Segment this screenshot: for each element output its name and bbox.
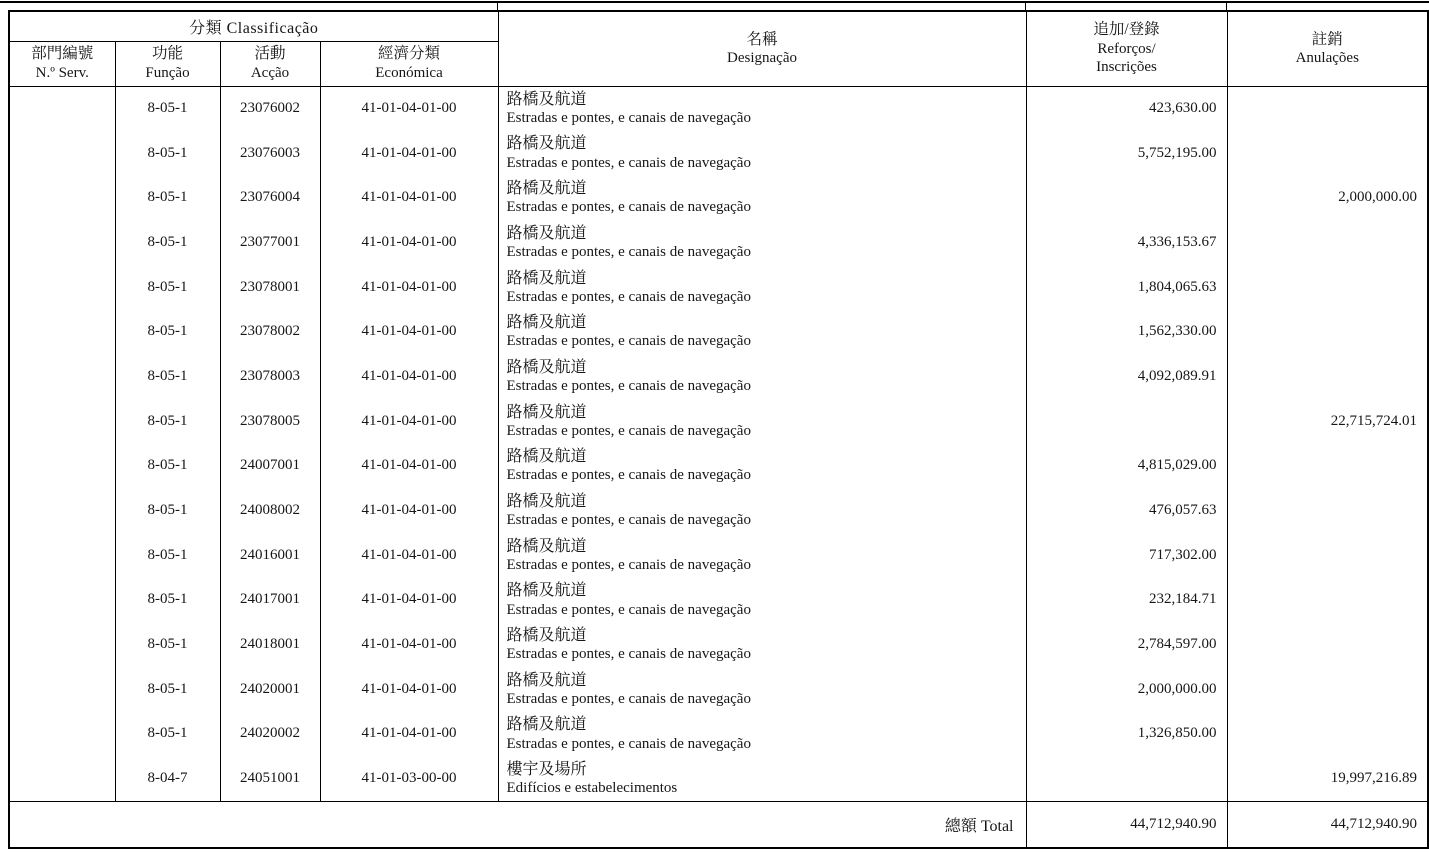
- table-row: [9, 622, 1428, 667]
- cell-function: 8-05-1: [115, 86, 220, 131]
- cell-reinforcement: 476,057.63: [1026, 488, 1227, 533]
- cell-designation: [498, 399, 1026, 444]
- cell-dept: [9, 399, 115, 444]
- cell-cancellation: 2,000,000.00: [1227, 175, 1428, 220]
- cell-designation: [498, 712, 1026, 757]
- header-economic: [320, 41, 498, 86]
- designation-zh: 路橋及航道: [506, 135, 587, 153]
- header-designation-zh: 名稱: [746, 30, 778, 48]
- cell-action: 24018001: [220, 622, 320, 667]
- table-row: [9, 399, 1428, 444]
- cell-dept: [9, 712, 115, 757]
- cell-action: 23078005: [220, 399, 320, 444]
- budget-table: [8, 10, 1429, 849]
- cell-action: 23076003: [220, 131, 320, 176]
- header-reinforcements-pt2: Inscrições: [1096, 59, 1157, 76]
- cell-function: 8-05-1: [115, 533, 220, 578]
- cell-function: 8-05-1: [115, 667, 220, 712]
- table-row: [9, 309, 1428, 354]
- cell-economic: 41-01-04-01-00: [320, 712, 498, 757]
- cell-economic: 41-01-04-01-00: [320, 309, 498, 354]
- header-reinforcements: [1026, 11, 1227, 86]
- cell-cancellation: [1227, 712, 1428, 757]
- cell-reinforcement: 5,752,195.00: [1026, 131, 1227, 176]
- total-cancellation: 44,712,940.90: [1227, 801, 1428, 848]
- cell-function: 8-05-1: [115, 622, 220, 667]
- header-group-row: [9, 11, 1428, 41]
- table-row: [9, 533, 1428, 578]
- cell-function: 8-04-7: [115, 756, 220, 801]
- cell-function: 8-05-1: [115, 131, 220, 176]
- cell-cancellation: [1227, 131, 1428, 176]
- cell-cancellation: [1227, 444, 1428, 489]
- designation-pt: Estradas e pontes, e canais de navegação: [506, 601, 751, 618]
- table-row: [9, 578, 1428, 623]
- header-cancellations-pt: Anulações: [1295, 50, 1359, 67]
- header-designation-pt: Designação: [727, 50, 797, 67]
- cell-cancellation: 22,715,724.01: [1227, 399, 1428, 444]
- cell-cancellation: [1227, 533, 1428, 578]
- table-header: [9, 11, 1428, 86]
- cell-dept: [9, 265, 115, 310]
- total-reinforcement: 44,712,940.90: [1026, 801, 1227, 848]
- cell-reinforcement: 717,302.00: [1026, 533, 1227, 578]
- cell-reinforcement: 2,000,000.00: [1026, 667, 1227, 712]
- cell-cancellation: [1227, 220, 1428, 265]
- cell-designation: [498, 622, 1026, 667]
- cell-designation: [498, 756, 1026, 801]
- cell-function: 8-05-1: [115, 444, 220, 489]
- designation-pt: Estradas e pontes, e canais de navegação: [506, 467, 751, 484]
- cell-reinforcement: [1026, 175, 1227, 220]
- cell-reinforcement: 232,184.71: [1026, 578, 1227, 623]
- cell-dept: [9, 175, 115, 220]
- cell-designation: [498, 444, 1026, 489]
- cell-dept: [9, 578, 115, 623]
- cell-economic: 41-01-04-01-00: [320, 131, 498, 176]
- header-reinforcements-zh: 追加/登錄: [1093, 21, 1160, 39]
- table-row: [9, 265, 1428, 310]
- cell-function: 8-05-1: [115, 309, 220, 354]
- header-action-zh: 活動: [254, 45, 286, 63]
- cell-action: 24020002: [220, 712, 320, 757]
- cell-economic: 41-01-04-01-00: [320, 175, 498, 220]
- table-body: [9, 86, 1428, 801]
- cell-economic: 41-01-04-01-00: [320, 354, 498, 399]
- table-row: [9, 444, 1428, 489]
- header-function-pt: Função: [145, 64, 190, 81]
- designation-zh: 路橋及航道: [506, 314, 587, 332]
- cell-dept: [9, 756, 115, 801]
- cell-action: 23078001: [220, 265, 320, 310]
- cell-cancellation: [1227, 309, 1428, 354]
- designation-zh: 路橋及航道: [506, 716, 587, 734]
- total-label: 總額 Total: [9, 801, 1026, 848]
- designation-pt: Estradas e pontes, e canais de navegação: [506, 288, 751, 305]
- cell-dept: [9, 488, 115, 533]
- designation-pt: Estradas e pontes, e canais de navegação: [506, 110, 751, 127]
- cell-action: 23076004: [220, 175, 320, 220]
- header-function: [115, 41, 220, 86]
- designation-pt: Estradas e pontes, e canais de navegação: [506, 333, 751, 350]
- cell-economic: 41-01-04-01-00: [320, 444, 498, 489]
- cell-reinforcement: 4,336,153.67: [1026, 220, 1227, 265]
- cell-action: 24008002: [220, 488, 320, 533]
- cell-economic: 41-01-04-01-00: [320, 488, 498, 533]
- designation-pt: Edifícios e estabelecimentos: [506, 780, 678, 796]
- designation-zh: 路橋及航道: [506, 537, 587, 555]
- designation-pt: Estradas e pontes, e canais de navegação: [506, 735, 751, 752]
- cell-action: 24020001: [220, 667, 320, 712]
- designation-pt: Estradas e pontes, e canais de navegação: [506, 378, 751, 395]
- cell-economic: 41-01-04-01-00: [320, 265, 498, 310]
- cell-designation: [498, 354, 1026, 399]
- designation-zh: 路橋及航道: [506, 492, 587, 510]
- cell-designation: [498, 578, 1026, 623]
- table-row: [9, 220, 1428, 265]
- table-row: [9, 712, 1428, 757]
- table-row: [9, 86, 1428, 131]
- cell-economic: 41-01-03-00-00: [320, 756, 498, 801]
- cell-economic: 41-01-04-01-00: [320, 399, 498, 444]
- header-dept-pt: N.º Serv.: [35, 64, 89, 81]
- cell-cancellation: [1227, 667, 1428, 712]
- designation-zh: 路橋及航道: [506, 403, 587, 421]
- cell-function: 8-05-1: [115, 265, 220, 310]
- cell-dept: [9, 444, 115, 489]
- cell-dept: [9, 667, 115, 712]
- cell-economic: 41-01-04-01-00: [320, 667, 498, 712]
- cell-function: 8-05-1: [115, 175, 220, 220]
- cell-function: 8-05-1: [115, 220, 220, 265]
- cell-function: 8-05-1: [115, 578, 220, 623]
- header-cancellations-zh: 註銷: [1311, 30, 1343, 48]
- table-row: [9, 488, 1428, 533]
- designation-zh: 樓宇及場所: [506, 760, 587, 778]
- table-row: [9, 354, 1428, 399]
- cell-economic: 41-01-04-01-00: [320, 220, 498, 265]
- total-row: [9, 801, 1428, 848]
- header-classification-group: 分類 Classificação: [9, 11, 498, 41]
- designation-zh: 路橋及航道: [506, 627, 587, 644]
- table-row: [9, 175, 1428, 220]
- cell-reinforcement: [1026, 399, 1227, 444]
- cell-cancellation: [1227, 265, 1428, 310]
- header-economic-zh: 經濟分類: [377, 45, 440, 63]
- cell-function: 8-05-1: [115, 712, 220, 757]
- cell-action: 24017001: [220, 578, 320, 623]
- cell-cancellation: [1227, 86, 1428, 131]
- cell-action: 23076002: [220, 86, 320, 131]
- cell-cancellation: [1227, 578, 1428, 623]
- header-designation: [498, 11, 1026, 86]
- cell-reinforcement: 4,092,089.91: [1026, 354, 1227, 399]
- cell-cancellation: [1227, 622, 1428, 667]
- cell-dept: [9, 220, 115, 265]
- designation-pt: Estradas e pontes, e canais de navegação: [506, 556, 751, 573]
- cell-dept: [9, 354, 115, 399]
- cell-cancellation: [1227, 488, 1428, 533]
- designation-pt: Estradas e pontes, e canais de navegação: [506, 199, 751, 216]
- header-action-pt: Acção: [250, 64, 290, 81]
- cell-reinforcement: 1,804,065.63: [1026, 265, 1227, 310]
- cell-designation: [498, 309, 1026, 354]
- header-economic-pt: Económica: [375, 64, 443, 81]
- cell-dept: [9, 309, 115, 354]
- designation-zh: 路橋及航道: [506, 180, 587, 198]
- cell-action: 24016001: [220, 533, 320, 578]
- cell-action: 24007001: [220, 444, 320, 489]
- designation-zh: 路橋及航道: [506, 224, 587, 242]
- designation-zh: 路橋及航道: [506, 358, 587, 376]
- cell-dept: [9, 131, 115, 176]
- cell-designation: [498, 533, 1026, 578]
- designation-zh: 路橋及航道: [506, 91, 587, 108]
- designation-pt: Estradas e pontes, e canais de navegação: [506, 154, 751, 171]
- cell-dept: [9, 533, 115, 578]
- header-cancellations: [1227, 11, 1428, 86]
- cell-designation: [498, 86, 1026, 131]
- designation-pt: Estradas e pontes, e canais de navegação: [506, 422, 751, 439]
- cell-reinforcement: 423,630.00: [1026, 86, 1227, 131]
- cell-function: 8-05-1: [115, 354, 220, 399]
- cell-action: 23077001: [220, 220, 320, 265]
- cell-dept: [9, 622, 115, 667]
- designation-zh: 路橋及航道: [506, 671, 587, 689]
- cell-designation: [498, 667, 1026, 712]
- cell-action: 24051001: [220, 756, 320, 801]
- designation-pt: Estradas e pontes, e canais de navegação: [506, 646, 751, 663]
- table-footer: [9, 801, 1428, 848]
- designation-zh: 路橋及航道: [506, 269, 587, 287]
- cell-action: 23078003: [220, 354, 320, 399]
- designation-zh: 路橋及航道: [506, 582, 587, 600]
- cell-reinforcement: 2,784,597.00: [1026, 622, 1227, 667]
- header-dept: [9, 41, 115, 86]
- cell-designation: [498, 265, 1026, 310]
- cell-dept: [9, 86, 115, 131]
- designation-zh: 路橋及航道: [506, 448, 587, 466]
- cell-reinforcement: 4,815,029.00: [1026, 444, 1227, 489]
- cell-reinforcement: [1026, 756, 1227, 801]
- header-function-zh: 功能: [151, 45, 183, 63]
- cell-designation: [498, 488, 1026, 533]
- cell-designation: [498, 175, 1026, 220]
- designation-pt: Estradas e pontes, e canais de navegação: [506, 512, 751, 529]
- header-reinforcements-pt1: Reforços/: [1097, 40, 1156, 57]
- cell-economic: 41-01-04-01-00: [320, 86, 498, 131]
- table-row: [9, 667, 1428, 712]
- cell-designation: [498, 131, 1026, 176]
- header-dept-zh: 部門編號: [31, 45, 94, 63]
- cell-economic: 41-01-04-01-00: [320, 622, 498, 667]
- cell-cancellation: [1227, 354, 1428, 399]
- cell-cancellation: 19,997,216.89: [1227, 756, 1428, 801]
- header-action: [220, 41, 320, 86]
- page-top-rule: [0, 1, 1429, 3]
- designation-pt: Estradas e pontes, e canais de navegação: [506, 244, 751, 260]
- table-row: [9, 756, 1428, 801]
- table-row: [9, 131, 1428, 176]
- cell-reinforcement: 1,562,330.00: [1026, 309, 1227, 354]
- cell-reinforcement: 1,326,850.00: [1026, 712, 1227, 757]
- cell-economic: 41-01-04-01-00: [320, 578, 498, 623]
- cell-function: 8-05-1: [115, 399, 220, 444]
- cell-function: 8-05-1: [115, 488, 220, 533]
- cell-designation: [498, 220, 1026, 265]
- cell-action: 23078002: [220, 309, 320, 354]
- designation-pt: Estradas e pontes, e canais de navegação: [506, 690, 751, 707]
- cell-economic: 41-01-04-01-00: [320, 533, 498, 578]
